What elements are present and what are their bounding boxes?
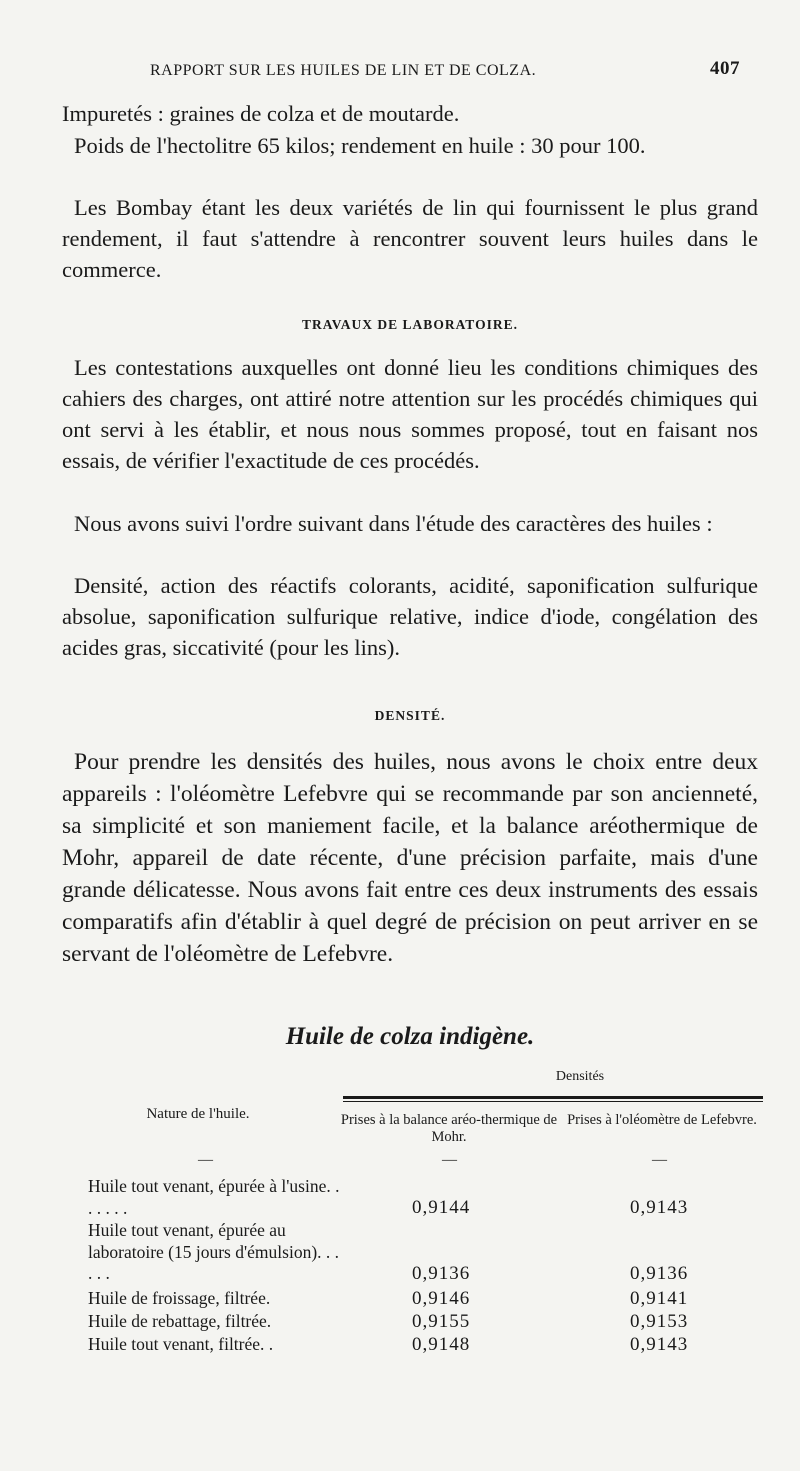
table-row-label: Huile de froissage, filtrée. <box>88 1288 271 1308</box>
paragraph-impuretes: Impuretés : graines de colza et de moutarde. <box>62 101 460 126</box>
table-cell-lefebvre: 0,9141 <box>630 1288 689 1309</box>
table-row-label: Huile tout venant, filtrée. . <box>88 1334 274 1354</box>
column-header-lefebvre: Prises à l'oléomètre de Lefebvre. <box>567 1112 757 1128</box>
table-cell-mohr: 0,9148 <box>412 1334 471 1355</box>
table-cell-mohr: 0,9155 <box>412 1311 471 1332</box>
paragraph-densites: Pour prendre les densités des huiles, nous avons le choix entre deux appareils : l'oléomètre Lefebvre qui se recommande par son ancienneté, sa simplicité et son maniement facile, et la balance aréothermique de Mohr, appareil de date récente, d'une précision parfaite, mais d'une grande délicatesse. Nous avons fait entre ces deux instruments des essais comparatifs afin d'établir à quel degré de précision on peut arriver en se servant de l'oléomètre de Lefebvre. <box>62 749 758 967</box>
table-row-label: Huile de rebattage, filtrée. <box>88 1311 272 1331</box>
table-row-label: Huile tout venant, épurée à l'usine. . . . . . . <box>88 1176 340 1218</box>
paragraph-poids: Poids de l'hectolitre 65 kilos; rendement en huile : 30 pour 100. <box>74 133 646 158</box>
table-cell-lefebvre: 0,9136 <box>630 1263 689 1284</box>
section-title-densite: DENSITÉ. <box>374 708 446 723</box>
table-cell-mohr: 0,9144 <box>412 1197 471 1218</box>
group-header-rule <box>343 1096 763 1099</box>
running-head-title: RAPPORT SUR LES HUILES DE LIN ET DE COLZA. <box>150 62 537 79</box>
table-cell-mohr: 0,9136 <box>412 1263 471 1284</box>
paragraph-contestations: Les contestations auxquelles ont donné lieu les conditions chimiques des cahiers des charges, ont attiré notre attention sur les procédés chimiques qui ont servi à les établir, et nous nous sommes proposé, tout en faisant nos essais, de vérifier l'exactitude de ces procédés. <box>62 355 758 473</box>
page-number: 407 <box>710 58 740 79</box>
table-caption: Huile de colza indigène. <box>285 1023 535 1050</box>
table-row-label: Huile tout venant, épurée au laboratoire (15 jours d'émulsion). . . . . . <box>88 1220 340 1283</box>
group-header-densites: Densités <box>555 1069 605 1084</box>
section-title-travaux: TRAVAUX DE LABORATOIRE. <box>302 317 518 332</box>
table-cell-lefebvre: 0,9143 <box>630 1197 689 1218</box>
table-cell-lefebvre: 0,9153 <box>630 1311 689 1332</box>
column-header-nature: Nature de l'huile. <box>146 1106 250 1122</box>
table-cell-mohr: 0,9146 <box>412 1288 471 1309</box>
paragraph-ordre: Nous avons suivi l'ordre suivant dans l'étude des caractères des huiles : <box>74 511 713 536</box>
dash-mohr: — <box>442 1152 457 1168</box>
table-cell-lefebvre: 0,9143 <box>630 1334 689 1355</box>
column-header-mohr: Prises à la balance aréo-thermique de Mohr. <box>340 1112 558 1145</box>
paragraph-bombay: Les Bombay étant les deux variétés de lin qui fournissent le plus grand rendement, il faut s'attendre à rencontrer souvent leurs huiles dans le commerce. <box>62 195 758 282</box>
dash-nature: — <box>198 1152 213 1168</box>
group-header-rule-thin <box>343 1101 763 1102</box>
paragraph-densite-list: Densité, action des réactifs colorants, acidité, saponification sulfurique absolue, saponification sulfurique relative, indice d'iode, congélation des acides gras, siccativité (pour les lins). <box>62 573 758 660</box>
dash-lefebvre: — <box>652 1152 667 1168</box>
